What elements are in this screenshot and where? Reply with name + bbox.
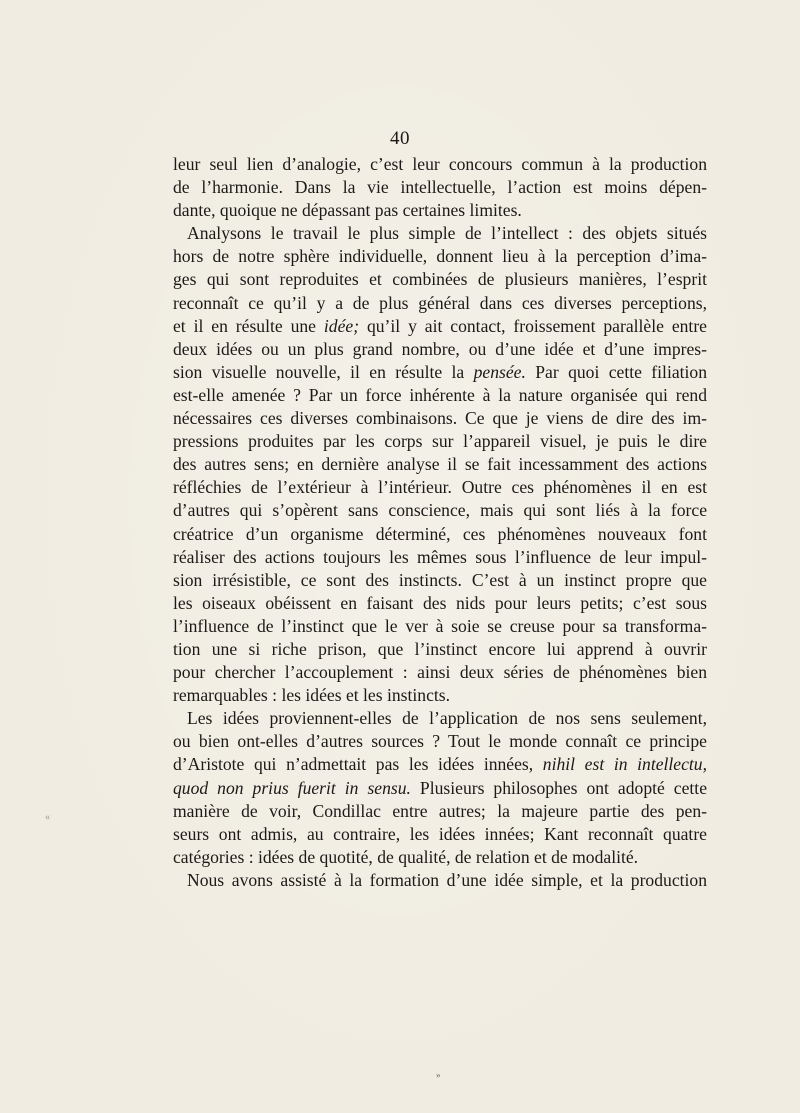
text-segment: Plusieurs philosophes ont adopté cette bbox=[410, 777, 707, 798]
text-segment: et il en résulte une bbox=[173, 315, 324, 336]
text-line bbox=[173, 800, 707, 823]
text-segment: leur seul lien d’analogie, c’est leur concours commun à la production bbox=[173, 154, 707, 174]
text-segment: d’autres qui s’opèrent sans conscience, mais qui sont liés à la force bbox=[173, 500, 707, 521]
text-segment: des autres sens; en dernière analyse il se fait incessamment des actions bbox=[173, 454, 707, 475]
text-line bbox=[173, 615, 707, 638]
text-segment: réfléchies de l’extérieur à l’intérieur. Outre ces phénomènes il en est bbox=[173, 477, 707, 498]
text-segment: Les idées proviennent-elles de l’application de nos sens seulement, bbox=[187, 708, 707, 729]
italic-segment: nihil est in intellectu, bbox=[542, 754, 707, 775]
text-line bbox=[173, 153, 707, 176]
text-line bbox=[173, 430, 707, 453]
text-segment: nécessaires ces diverses combinaisons. Ce que je viens de dire des im- bbox=[173, 408, 707, 429]
text-line bbox=[173, 569, 707, 592]
text-line bbox=[173, 523, 707, 546]
text-segment: Nous avons assisté à la formation d’une idée simple, et la production bbox=[187, 869, 707, 890]
text-segment: Par quoi cette filiation bbox=[525, 361, 707, 382]
text-line bbox=[173, 268, 707, 291]
text-line bbox=[173, 707, 707, 730]
text-segment: hors de notre sphère individuelle, donnent lieu à la perception d’ima- bbox=[173, 246, 707, 267]
text-segment: d’Aristote qui n’admettait pas les idées innées, bbox=[173, 754, 543, 775]
italic-segment: quod non prius fuerit in sensu. bbox=[173, 777, 411, 798]
body-text bbox=[173, 153, 707, 892]
margin-mark-left: « bbox=[45, 812, 50, 823]
text-line bbox=[173, 338, 707, 361]
text-segment: dante, quoique ne dépassant pas certaines limites. bbox=[173, 200, 522, 221]
text-line bbox=[173, 361, 707, 384]
text-segment: reconnaît ce qu’il y a de plus général dans ces diverses perceptions, bbox=[173, 292, 707, 313]
text-segment: les oiseaux obéissent en faisant des nids pour leurs petits; c’est sous bbox=[173, 592, 707, 613]
text-segment: sion visuelle nouvelle, il en résulte la bbox=[173, 361, 474, 382]
text-segment: catégories : idées de quotité, de qualité, de relation et de modalité. bbox=[173, 846, 639, 867]
text-line bbox=[173, 199, 707, 222]
text-segment: deux idées ou un plus grand nombre, ou d’une idée et d’une impres- bbox=[173, 338, 707, 359]
text-segment: l’influence de l’instinct que le ver à soie se creuse pour sa transforma- bbox=[173, 615, 707, 636]
text-segment: sion irrésistible, ce sont des instincts. C’est à un instinct propre que bbox=[173, 569, 707, 590]
text-segment: est-elle amenée ? Par un force inhérente à la nature organisée qui rend bbox=[173, 384, 707, 405]
text-line bbox=[173, 546, 707, 569]
text-line bbox=[173, 592, 707, 615]
text-line bbox=[173, 222, 707, 245]
page-number: 40 bbox=[390, 128, 410, 149]
text-line bbox=[173, 384, 707, 407]
text-segment: qu’il y ait contact, froissement parallèle entre bbox=[359, 315, 707, 336]
text-line bbox=[173, 292, 707, 315]
text-segment: de l’harmonie. Dans la vie intellectuelle, l’action est moins dépen- bbox=[173, 177, 707, 198]
text-segment: Analysons le travail le plus simple de l’intellect : des objets situés bbox=[187, 223, 707, 244]
text-line bbox=[173, 869, 707, 892]
text-segment: seurs ont admis, au contraire, les idées innées; Kant reconnaît quatre bbox=[173, 823, 707, 844]
text-line bbox=[173, 407, 707, 430]
text-segment: tion une si riche prison, que l’instinct encore lui apprend à ouvrir bbox=[173, 638, 707, 659]
text-segment: remarquables : les idées et les instincts. bbox=[173, 685, 451, 706]
text-line bbox=[173, 661, 707, 684]
text-line bbox=[173, 476, 707, 499]
text-line bbox=[173, 499, 707, 522]
text-line bbox=[173, 846, 707, 869]
text-line bbox=[173, 245, 707, 268]
text-line bbox=[173, 684, 707, 707]
italic-segment: pensée. bbox=[473, 361, 526, 382]
italic-segment: idée; bbox=[323, 315, 360, 336]
text-line bbox=[173, 777, 707, 800]
text-line bbox=[173, 638, 707, 661]
margin-mark-bottom: » bbox=[436, 1070, 441, 1080]
text-segment: ges qui sont reproduites et combinées de plusieurs manières, l’esprit bbox=[173, 269, 707, 290]
text-segment: créatrice d’un organisme déterminé, ces phénomènes nouveaux font bbox=[173, 523, 707, 544]
text-line bbox=[173, 823, 707, 846]
text-segment: ou bien ont-elles d’autres sources ? Tout le monde connaît ce principe bbox=[173, 731, 707, 752]
text-segment: manière de voir, Condillac entre autres; la majeure partie des pen- bbox=[173, 800, 707, 821]
text-line bbox=[173, 315, 707, 338]
text-segment: pour chercher l’accouplement : ainsi deux séries de phénomènes bien bbox=[173, 662, 707, 683]
text-line bbox=[173, 753, 707, 776]
text-line bbox=[173, 176, 707, 199]
text-segment: pressions produites par les corps sur l’appareil visuel, je puis le dire bbox=[173, 431, 707, 452]
text-segment: réaliser des actions toujours les mêmes sous l’influence de leur impul- bbox=[173, 546, 707, 567]
text-line bbox=[173, 453, 707, 476]
text-line bbox=[173, 730, 707, 753]
